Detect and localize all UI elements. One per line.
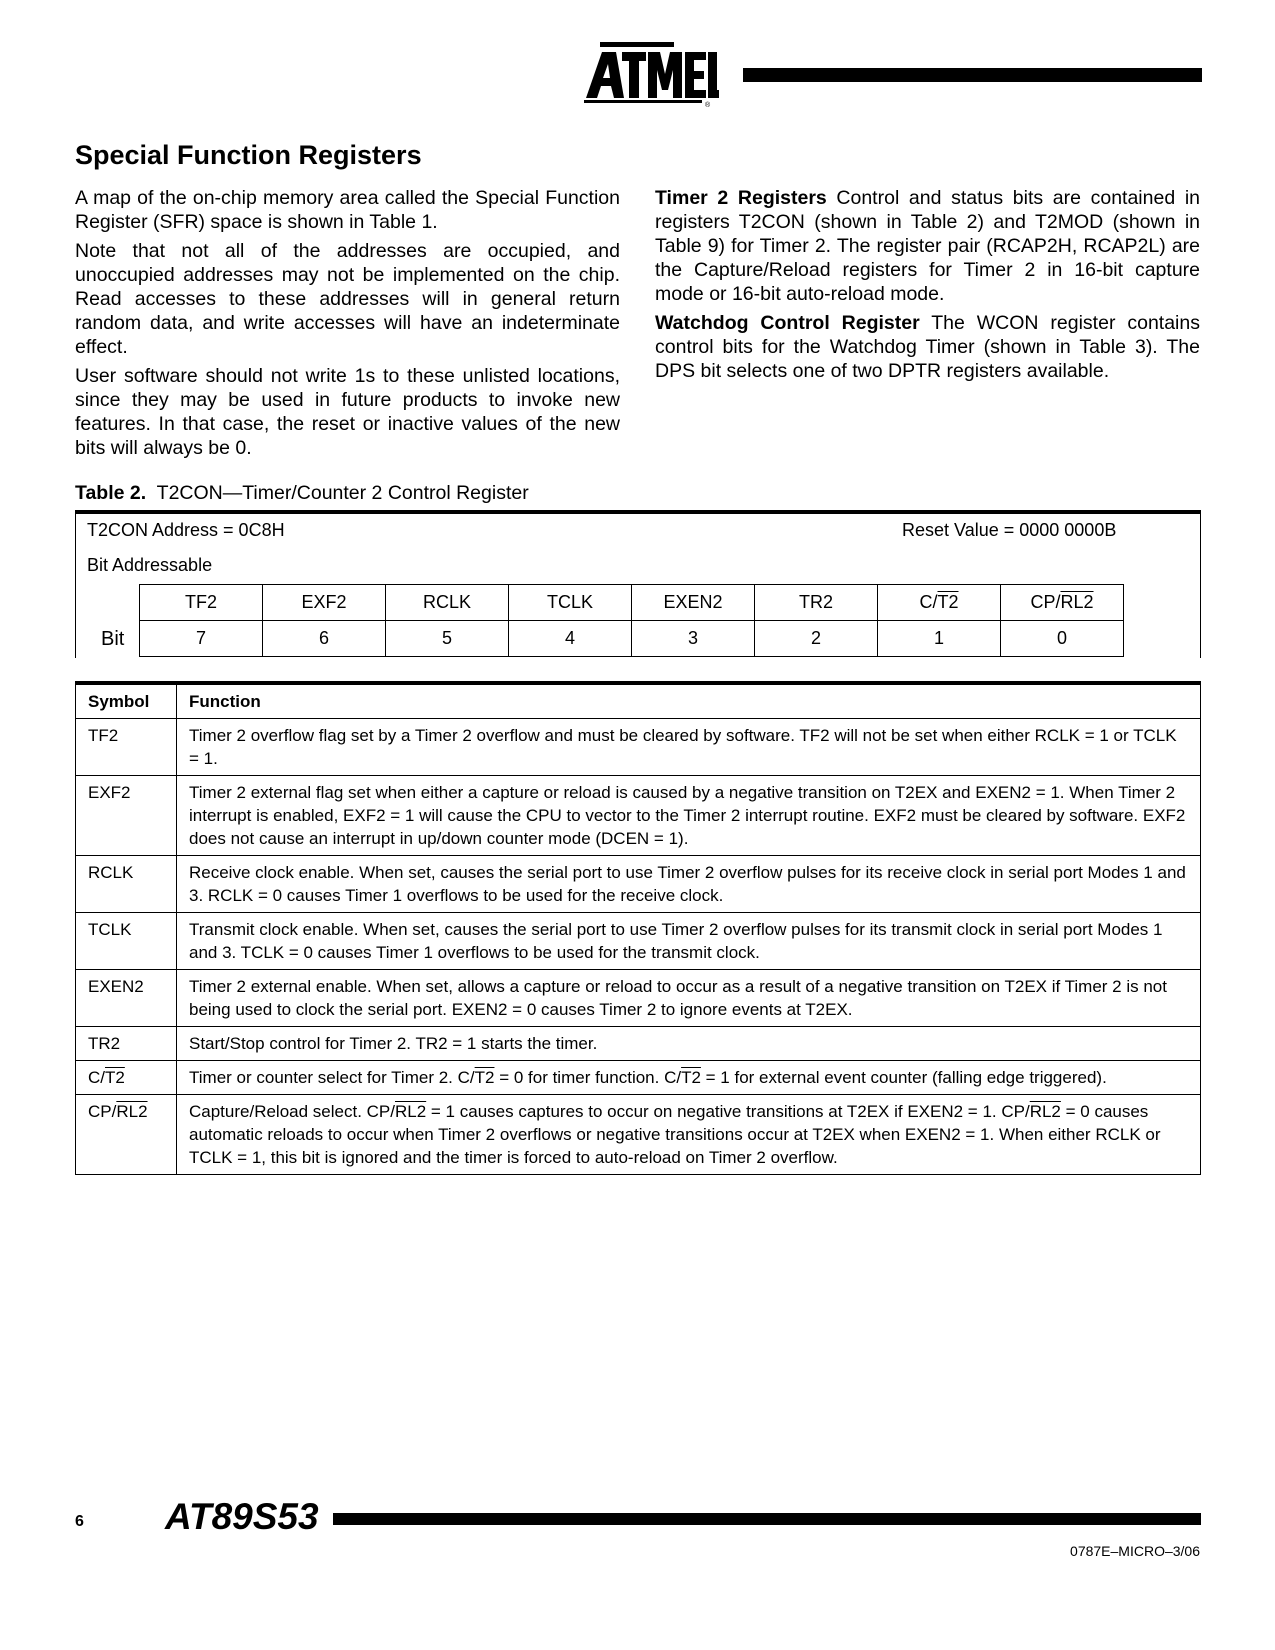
- paragraph: Watchdog Control Register The WCON register contains control bits for the Watchdog Timer (shown in Table 3). The DPS bit selects one of two DPTR registers available.: [655, 312, 1200, 382]
- symbol-cell: CP/RL2: [76, 1095, 177, 1175]
- function-cell: Transmit clock enable. When set, causes the serial port to use Timer 2 overflow pulses for its transmit clock in serial port Modes 1 and 3. TCLK = 0 causes Timer 1 overflows to be used for the transmit clock.: [177, 913, 1201, 970]
- bit-name: EXF2: [263, 585, 386, 621]
- table-row: [76, 719, 1201, 776]
- symbol-cell: TR2: [76, 1027, 177, 1061]
- table-row: [76, 913, 1201, 970]
- symbol-cell: EXEN2: [76, 970, 177, 1027]
- right-column: [655, 186, 1200, 388]
- symbol-cell: TCLK: [76, 913, 177, 970]
- bit-position: 6: [263, 621, 386, 657]
- bit-name: EXEN2: [632, 585, 755, 621]
- function-cell: Timer or counter select for Timer 2. C/T2 = 0 for timer function. C/T2 = 1 for external event counter (falling edge triggered).: [177, 1061, 1201, 1095]
- bit-position-row: [140, 621, 1124, 657]
- symbol-header: Symbol: [76, 683, 177, 719]
- bit-position: 0: [1001, 621, 1124, 657]
- symbol-cell: EXF2: [76, 776, 177, 856]
- table-row: [76, 856, 1201, 913]
- paragraph: A map of the on-chip memory area called the Special Function Register (SFR) space is shown in Table 1.: [75, 187, 620, 233]
- page-number: 6: [75, 1513, 84, 1530]
- function-cell: Timer 2 overflow flag set by a Timer 2 overflow and must be cleared by software. TF2 will not be set when either RCLK = 1 or TCLK = 1.: [177, 719, 1201, 776]
- bit-position: 7: [140, 621, 263, 657]
- bit-position: 3: [632, 621, 755, 657]
- svg-text:®: ®: [705, 102, 711, 108]
- register-address: T2CON Address = 0C8H: [87, 520, 285, 540]
- register-bit-table: [139, 584, 1124, 657]
- page-title: Special Function Registers: [75, 140, 422, 170]
- bit-position: 1: [878, 621, 1001, 657]
- table-row: [76, 1027, 1201, 1061]
- footer-rule: [333, 1513, 1201, 1525]
- paragraph: Timer 2 Registers Control and status bits are contained in registers T2CON (shown in Table 2) and T2MOD (shown in Table 9) for Timer 2. The register pair (RCAP2H, RCAP2L) are the Capture/Reload registers for Timer 2 in 16-bit capture mode or 16-bit auto-reload mode.: [655, 187, 1200, 305]
- paragraph-heading: Timer 2 Registers: [655, 187, 827, 209]
- atmel-logo: [584, 40, 719, 108]
- bit-position: 5: [386, 621, 509, 657]
- function-cell: Start/Stop control for Timer 2. TR2 = 1 starts the timer.: [177, 1027, 1201, 1061]
- register-reset-value: Reset Value = 0000 0000B: [902, 520, 1117, 540]
- bit-name: RCLK: [386, 585, 509, 621]
- header-rule: [743, 68, 1202, 82]
- table-row: [76, 970, 1201, 1027]
- left-column: [75, 186, 620, 465]
- function-table: [75, 681, 1201, 1175]
- table-header-row: [76, 683, 1201, 719]
- bit-position: 2: [755, 621, 878, 657]
- product-name: AT89S53: [165, 1496, 319, 1537]
- function-cell: Timer 2 external flag set when either a capture or reload is caused by a negative transition on T2EX and EXEN2 = 1. When Timer 2 interrupt is enabled, EXF2 = 1 will cause the CPU to vector to the Timer 2 interrupt routine. EXF2 must be cleared by software. EXF2 does not cause an interrupt in up/down counter mode (DCEN = 1).: [177, 776, 1201, 856]
- bit-position: 4: [509, 621, 632, 657]
- bit-name: C/T2: [878, 585, 1001, 621]
- paragraph: Note that not all of the addresses are occupied, and unoccupied addresses may not be implemented on the chip. Read accesses to these addresses will in general return random data, and write accesses will have an indeterminate effect.: [75, 240, 620, 358]
- symbol-cell: TF2: [76, 719, 177, 776]
- paragraph-heading: Watchdog Control Register: [655, 312, 920, 334]
- function-cell: Receive clock enable. When set, causes the serial port to use Timer 2 overflow pulses for its receive clock in serial port Modes 1 and 3. RCLK = 0 causes Timer 1 overflows to be used for the receive clock.: [177, 856, 1201, 913]
- symbol-cell: RCLK: [76, 856, 177, 913]
- table-row: [76, 776, 1201, 856]
- document-code: 0787E–MICRO–3/06: [1070, 1543, 1200, 1559]
- bit-name: TF2: [140, 585, 263, 621]
- bit-name: TR2: [755, 585, 878, 621]
- bit-name-row: [140, 585, 1124, 621]
- symbol-cell: C/T2: [76, 1061, 177, 1095]
- bit-name: CP/RL2: [1001, 585, 1124, 621]
- bit-name: TCLK: [509, 585, 632, 621]
- table-row: [76, 1095, 1201, 1175]
- paragraph: User software should not write 1s to these unlisted locations, since they may be used in future products to invoke new features. In that case, the reset or inactive values of the new bits will always be 0.: [75, 365, 620, 459]
- function-cell: Capture/Reload select. CP/RL2 = 1 causes captures to occur on negative transitions at T2EX if EXEN2 = 1. CP/RL2 = 0 causes automatic reloads to occur when Timer 2 overflows or negative transitions occur at T2EX when EXEN2 = 1. When either RCLK or TCLK = 1, this bit is ignored and the timer is forced to auto-reload on Timer 2 overflow.: [177, 1095, 1201, 1175]
- bit-row-label: Bit: [101, 628, 125, 650]
- function-header: Function: [177, 683, 1201, 719]
- table-row: [76, 1061, 1201, 1095]
- table-caption: Table 2. T2CON—Timer/Counter 2 Control Register: [75, 482, 529, 504]
- bit-addressable-label: Bit Addressable: [87, 555, 213, 575]
- function-cell: Timer 2 external enable. When set, allows a capture or reload to occur as a result of a negative transition on T2EX if Timer 2 is not being used to clock the serial port. EXEN2 = 0 causes Timer 2 to ignore events at T2EX.: [177, 970, 1201, 1027]
